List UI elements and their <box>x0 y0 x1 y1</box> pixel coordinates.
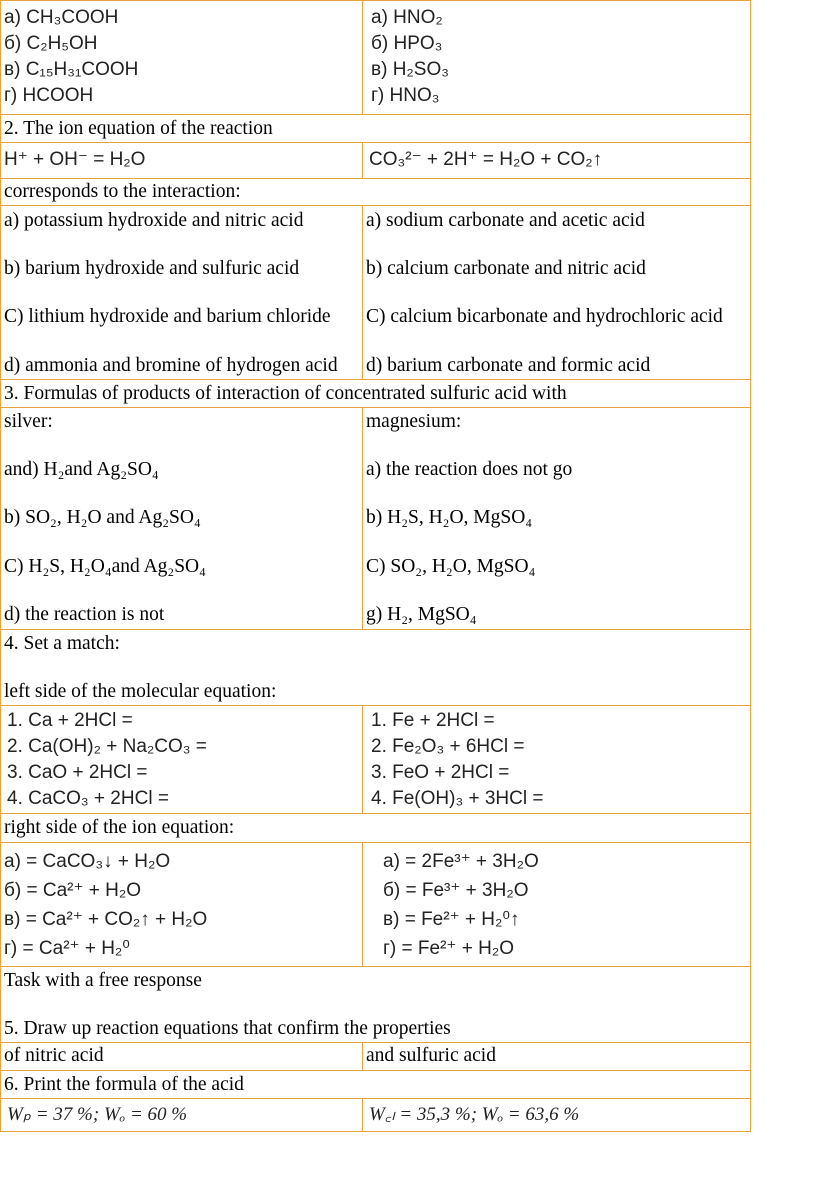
q4-ion-option: в) = Ca²⁺ + CO₂↑ + H₂O <box>4 909 208 930</box>
q4-ion-option: а) = CaCO₃↓ + H₂O <box>4 851 171 872</box>
q2-options-right <box>363 206 751 380</box>
q4-ion-left <box>1 843 363 967</box>
q4-equation: 3. FeO + 2HCl = <box>371 762 510 783</box>
q4-equation: 3. CaO + 2HCl = <box>7 762 148 783</box>
q4-equation: 1. Ca + 2HCl = <box>7 710 133 731</box>
q2-heading: 2. The ion equation of the reaction <box>1 115 751 143</box>
free-response-cell <box>1 967 751 1043</box>
q4-equation: 2. Ca(OH)₂ + Na₂CO₃ = <box>7 736 207 757</box>
q3-options-left <box>1 408 363 630</box>
q4-ion-option: г) = Ca²⁺ + H₂⁰ <box>4 938 130 959</box>
q2-option: d) ammonia and bromine of hydrogen acid <box>4 355 338 376</box>
q3-option: g) H₂, MgSO₄ <box>366 604 477 625</box>
q1-left-item: г) HCOOH <box>4 85 94 106</box>
q6-right: W꜀ₗ = 35,3 %; Wₒ = 63,6 % <box>363 1099 751 1132</box>
q3-option: C) H₂S, H₂O₄and Ag₂SO₄ <box>4 556 206 577</box>
q2-option: C) lithium hydroxide and barium chloride <box>4 306 331 327</box>
q2-equation-left: H⁺ + OH⁻ = H₂O <box>1 143 363 179</box>
q3-option: b) H₂S, H₂O, MgSO₄ <box>366 507 533 528</box>
q6-left: Wₚ = 37 %; Wₒ = 60 % <box>1 1099 363 1132</box>
q1-row <box>1 1 751 115</box>
q4-ion-option: б) = Fe³⁺ + 3H₂O <box>383 880 529 901</box>
q2-option: a) sodium carbonate and acetic acid <box>366 210 645 231</box>
q3-option: and) H₂and Ag₂SO₄ <box>4 459 159 480</box>
q4-ion-right <box>363 843 751 967</box>
q3-option: d) the reaction is not <box>4 604 165 625</box>
q4-ion-option: в) = Fe²⁺ + H₂⁰↑ <box>383 909 520 930</box>
q5-heading: 5. Draw up reaction equations that confirm the properties <box>4 1018 451 1039</box>
q3-option: a) the reaction does not go <box>366 459 573 480</box>
q1-left-item: а) CH₃COOH <box>4 7 119 28</box>
q2-equation-right: CO₃²⁻ + 2H⁺ = H₂O + CO₂↑ <box>363 143 751 179</box>
q4-right-equations <box>363 706 751 814</box>
q1-left-cell <box>1 1 363 115</box>
q3-heading: 3. Formulas of products of interaction of concentrated sulfuric acid with <box>1 380 751 408</box>
q4-ion-option: б) = Ca²⁺ + H₂O <box>4 880 142 901</box>
q4-left-equations <box>1 706 363 814</box>
q2-option: a) potassium hydroxide and nitric acid <box>4 210 304 231</box>
q3-left-title: silver: <box>4 411 53 432</box>
q1-left-item: б) C₂H₅OH <box>4 33 98 54</box>
q6-heading: 6. Print the formula of the acid <box>1 1071 751 1099</box>
q1-right-item: а) HNO₂ <box>371 7 443 28</box>
q1-right-item: б) HPO₃ <box>371 33 443 54</box>
q2-option: b) barium hydroxide and sulfuric acid <box>4 258 300 279</box>
q5-left: of nitric acid <box>1 1043 363 1071</box>
q3-right-title: magnesium: <box>366 411 462 432</box>
q4-heading-cell <box>1 630 751 706</box>
q1-left-item: в) C₁₅H₃₁COOH <box>4 59 139 80</box>
q3-option: C) SO₂, H₂O, MgSO₄ <box>366 556 536 577</box>
q4-subheading: left side of the molecular equation: <box>4 681 277 702</box>
q4-ion-option: а) = 2Fe³⁺ + 3H₂O <box>383 851 539 872</box>
q3-options-right <box>363 408 751 630</box>
q4-equation: 1. Fe + 2HCl = <box>371 710 495 731</box>
q4-equation: 4. CaCO₃ + 2HCl = <box>7 788 169 809</box>
q3-option: b) SO₂, H₂O and Ag₂SO₄ <box>4 507 201 528</box>
free-heading: Task with a free response <box>4 970 202 991</box>
q2-option: b) calcium carbonate and nitric acid <box>366 258 646 279</box>
q4-ion-option: г) = Fe²⁺ + H₂O <box>383 938 514 959</box>
q4-equation: 2. Fe₂O₃ + 6HCl = <box>371 736 525 757</box>
q4-equation: 4. Fe(OH)₃ + 3HCl = <box>371 788 544 809</box>
q1-right-cell <box>363 1 751 115</box>
q2-options-left <box>1 206 363 380</box>
q2-subheading: corresponds to the interaction: <box>1 179 751 206</box>
q4-heading: 4. Set a match: <box>4 633 120 654</box>
q5-right: and sulfuric acid <box>363 1043 751 1071</box>
q1-right-item: в) H₂SO₃ <box>371 59 449 80</box>
q4-ion-heading: right side of the ion equation: <box>1 814 751 843</box>
q2-option: C) calcium bicarbonate and hydrochloric acid <box>366 306 723 327</box>
q2-option: d) barium carbonate and formic acid <box>366 355 651 376</box>
q1-right-item: г) HNO₃ <box>371 85 440 106</box>
